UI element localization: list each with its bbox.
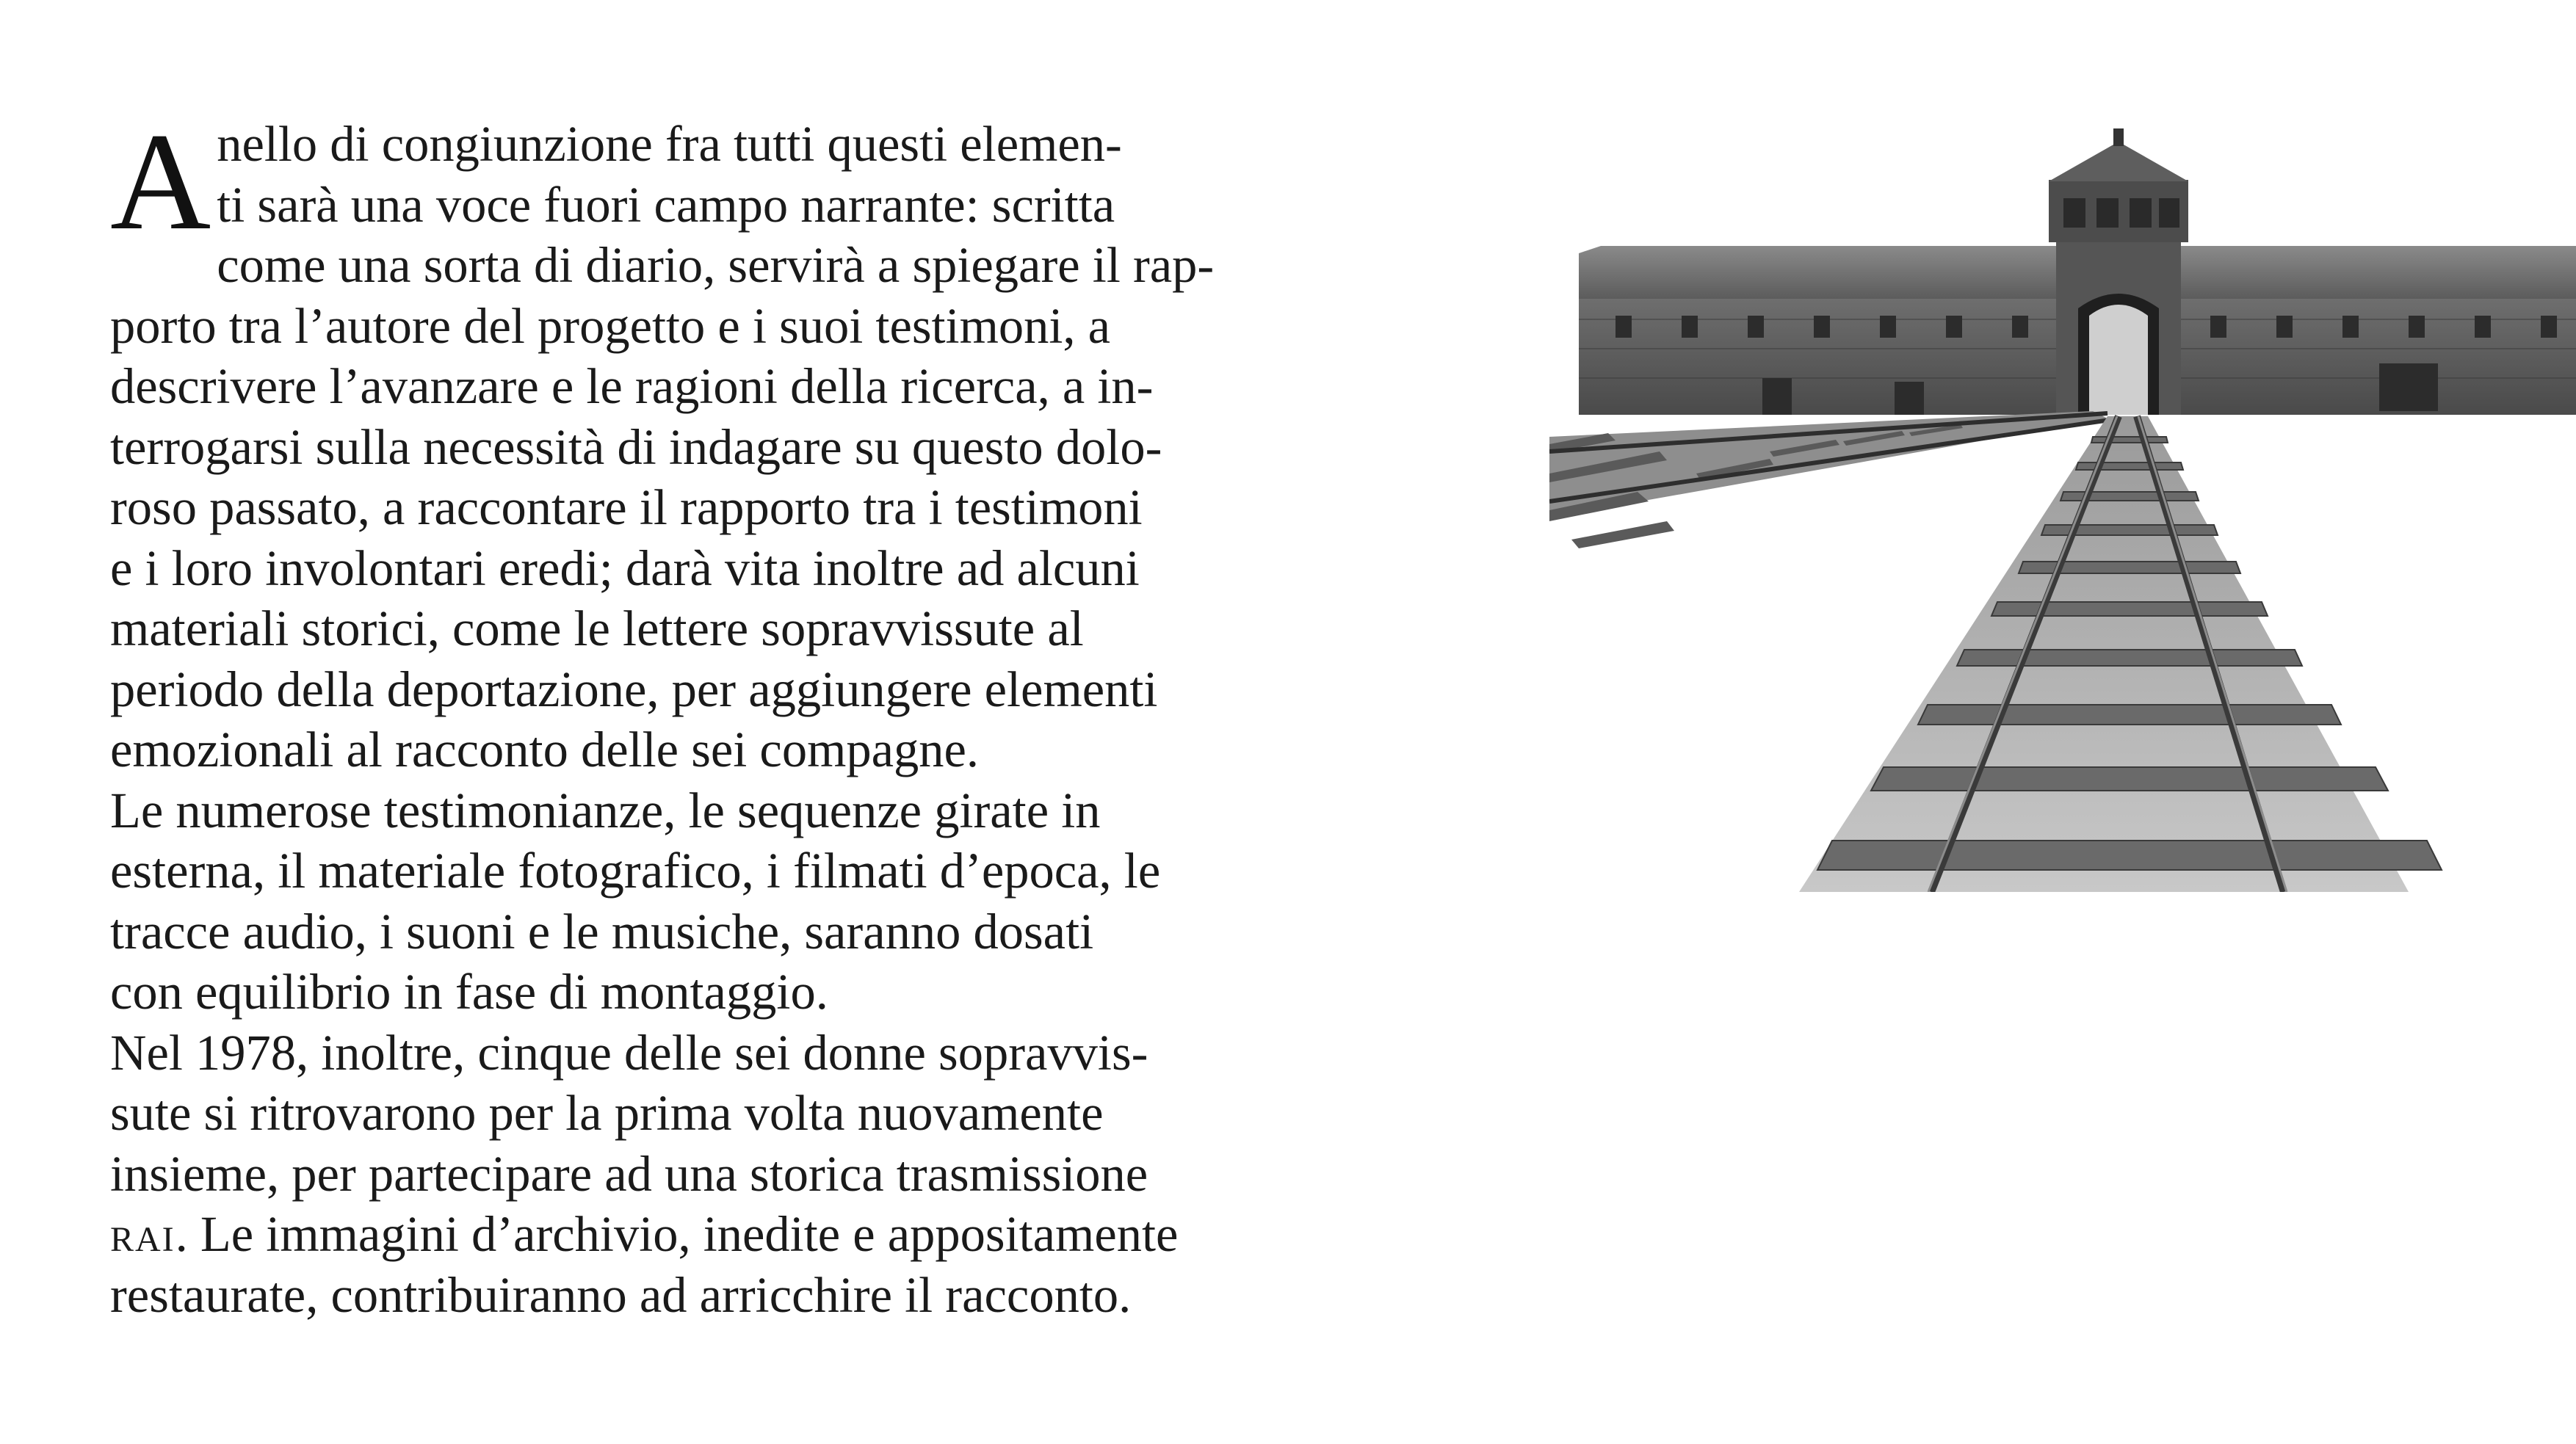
text-line: nello di congiunzione fra tutti questi elemen- [217, 116, 1122, 172]
text-line: tracce audio, i suoni e le musiche, saranno dosati [110, 903, 1094, 959]
text-line: restaurate, contribuiranno ad arricchire il racconto. [110, 1266, 1132, 1323]
text-line-rai [110, 1204, 1300, 1265]
text-line: emozionali al racconto delle sei compagne. [110, 722, 980, 777]
text-line: ti sarà una voce fuori campo narrante: scritta [217, 176, 1115, 233]
text-line: descrivere l’avanzare e le ragioni della ricerca, a in- [110, 358, 1154, 414]
text-line: e i loro involontari eredi; darà vita inoltre ad alcuni [110, 540, 1140, 596]
article-text [110, 105, 1300, 1325]
drop-cap: A [110, 105, 211, 259]
text-line: roso passato, a raccontare il rapporto tra i testimoni [110, 479, 1143, 535]
text-line: porto tra l’autore del progetto e i suoi testimoni, a [110, 297, 1111, 354]
text-line: Le numerose testimonianze, le sequenze girate in [110, 782, 1101, 838]
text-line: periodo della deportazione, per aggiungere elementi [110, 661, 1158, 717]
text-line: con equilibrio in fase di montaggio. [110, 964, 828, 1020]
railway-illustration [1549, 128, 2576, 892]
text-line: Nel 1978, inoltre, cinque delle sei donne sopravvis- [110, 1024, 1148, 1081]
text-line: come una sorta di diario, servirà a spiegare il rap- [217, 237, 1215, 293]
text-line: terrogarsi sulla necessità di indagare su questo dolo- [110, 418, 1162, 475]
rai-smallcaps: rai [110, 1206, 176, 1262]
railway-photo [1549, 128, 2576, 892]
text-line: insieme, per partecipare ad una storica trasmissione [110, 1145, 1148, 1202]
left-track [1549, 411, 2115, 548]
text-line: materiali storici, come le lettere sopravvissute al [110, 601, 1084, 656]
text-line: sute si ritrovarono per la prima volta nuovamente [110, 1085, 1104, 1141]
rai-line-rest: . Le immagini d’archivio, inedite e appositamente [175, 1206, 1179, 1262]
gate-building [1579, 128, 2576, 415]
main-track [1799, 416, 2442, 892]
text-line: esterna, il materiale fotografico, i filmati d’epoca, le [110, 843, 1161, 899]
